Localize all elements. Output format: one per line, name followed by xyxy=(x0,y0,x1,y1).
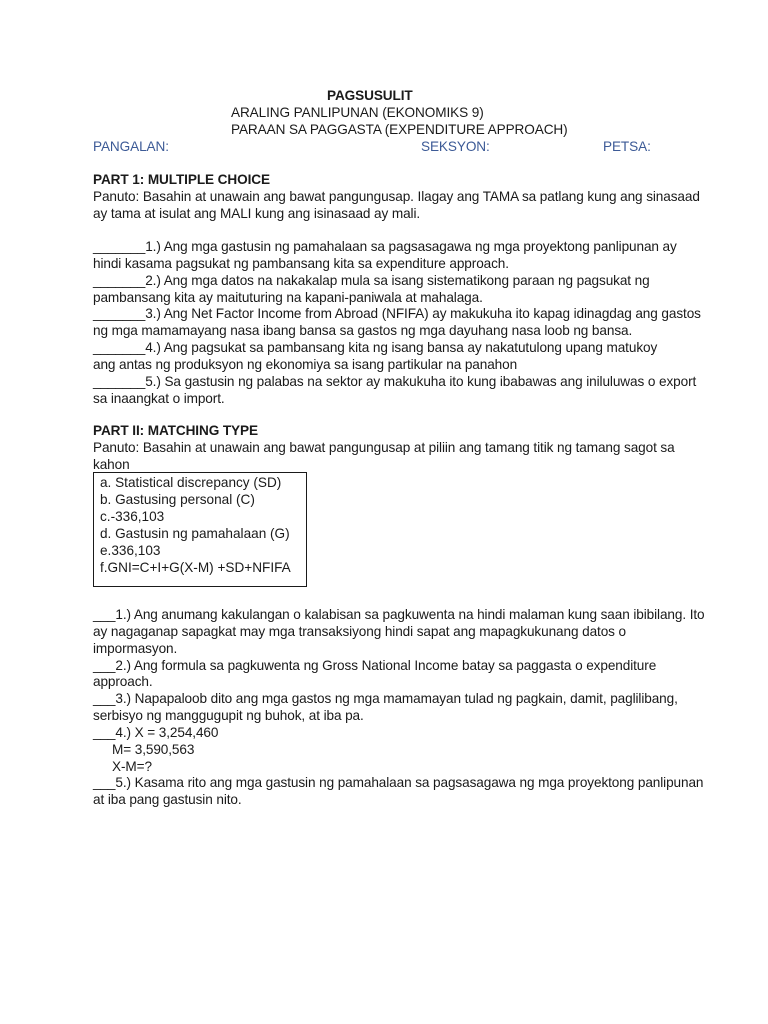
part1-item-line: ng mga mamamayang nasa ibang bansa sa gastos ng mga dayuhang nasa loob ng bansa. xyxy=(93,323,633,338)
part2-item-line: X-M=? xyxy=(112,759,152,774)
part1-item-line: _______1.) Ang mga gastusin ng pamahalaan sa pagsasagawa ng mga proyektong panlipunan ay xyxy=(93,239,677,254)
choice-d: d. Gastusin ng pamahalaan (G) xyxy=(100,526,290,541)
part2-item-line: ___4.) X = 3,254,460 xyxy=(93,725,219,740)
part2-item-line: ___5.) Kasama rito ang mga gastusin ng pamahalaan sa pagsasagawa ng mga proyektong panlipunan xyxy=(93,775,704,790)
part1-instruction-line: Panuto: Basahin at unawain ang bawat pangungusap. Ilagay ang TAMA sa patlang kung ang sinasaad xyxy=(93,189,700,204)
section-field-label: SEKSYON: xyxy=(421,139,490,154)
part2-item-line: approach. xyxy=(93,674,153,689)
part2-instruction-line: kahon xyxy=(93,457,130,472)
date-field-label: PETSA: xyxy=(603,139,651,154)
choice-e: e.336,103 xyxy=(100,543,161,558)
part1-item-line: _______3.) Ang Net Factor Income from Abroad (NFIFA) ay makukuha ito kapag idinagdag ang gastos xyxy=(93,306,701,321)
choice-a: a. Statistical discrepancy (SD) xyxy=(100,475,282,490)
part2-heading: PART II: MATCHING TYPE xyxy=(93,423,258,438)
part1-item-line: ang antas ng produksyon ng ekonomiya sa isang partikular na panahon xyxy=(93,357,518,372)
part1-item-line: sa inaangkat o import. xyxy=(93,391,225,406)
part2-item-line: M= 3,590,563 xyxy=(112,742,195,757)
part2-item-line: ___2.) Ang formula sa pagkuwenta ng Gross National Income batay sa paggasta o expenditure xyxy=(93,658,657,673)
part2-item-line: serbisyo ng manggugupit ng buhok, at iba pa. xyxy=(93,708,364,723)
document-title: PAGSUSULIT xyxy=(327,88,413,103)
part1-item-line: _______4.) Ang pagsukat sa pambansang kita ng isang bansa ay nakatutulong upang matukoy xyxy=(93,340,658,355)
part1-item-line: _______2.) Ang mga datos na nakakalap mula sa isang sistematikong paraan ng pagsukat ng xyxy=(93,273,650,288)
answer-choices-box xyxy=(93,472,307,587)
part1-heading: PART 1: MULTIPLE CHOICE xyxy=(93,172,270,187)
choice-b: b. Gastusing personal (C) xyxy=(100,492,255,507)
part2-item-line: ay nagaganap sapagkat may mga transaksiyong hindi sapat ang mapagkukunang datos o xyxy=(93,624,627,639)
part1-instruction-line: ay tama at isulat ang MALI kung ang isinasaad ay mali. xyxy=(93,206,421,221)
part2-instruction-line: Panuto: Basahin at unawain ang bawat pangungusap at piliin ang tamang titik ng tamang sagot sa xyxy=(93,440,675,455)
part2-item-line: ___3.) Napapaloob dito ang mga gastos ng mga mamamayan tulad ng pagkain, damit, paglilibang, xyxy=(93,691,678,706)
part1-item-line: pambansang kita ay maituturing na kapani-paniwala at mahalaga. xyxy=(93,290,483,305)
part1-item-line: hindi kasama pagsukat ng pambansang kita sa expenditure approach. xyxy=(93,256,509,271)
part2-item-line: impormasyon. xyxy=(93,641,178,656)
choice-f: f.GNI=C+I+G(X-M) +SD+NFIFA xyxy=(100,560,291,575)
topic-line: PARAAN SA PAGGASTA (EXPENDITURE APPROACH) xyxy=(231,122,568,137)
subject-line: ARALING PANLIPUNAN (EKONOMIKS 9) xyxy=(231,105,484,120)
part2-item-line: at iba pang gastusin nito. xyxy=(93,792,242,807)
part2-item-line: ___1.) Ang anumang kakulangan o kalabisan sa pagkuwenta na hindi malaman kung saan ibibilang. Ito xyxy=(93,607,705,622)
part1-item-line: _______5.) Sa gastusin ng palabas na sektor ay makukuha ito kung ibabawas ang iniluluwas o export xyxy=(93,374,697,389)
name-field-label: PANGALAN: xyxy=(93,139,169,154)
choice-c: c.-336,103 xyxy=(100,509,165,524)
